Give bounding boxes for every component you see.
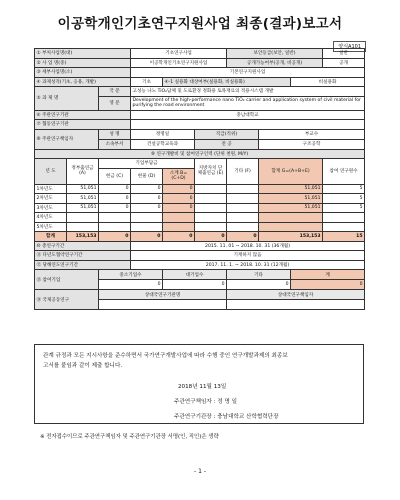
cash-cell xyxy=(99,213,131,223)
practical-value: 비실용화 xyxy=(291,77,365,87)
security-label: 보안등급(보안, 일반) xyxy=(227,49,323,59)
class-row xyxy=(35,77,365,87)
local-cell xyxy=(195,222,227,232)
participants-label: ⑬ 참여기업 xyxy=(35,270,99,290)
etc-head: 기타 xyxy=(227,270,291,280)
etc-cell xyxy=(227,213,259,223)
detail-value: 기본연구지원사업 xyxy=(131,68,365,78)
local-cell xyxy=(195,184,227,194)
budget-row-5 xyxy=(35,222,365,232)
total-col-head: 합계 G=(A+B+E) xyxy=(259,159,323,185)
large-value: 0 xyxy=(163,280,227,290)
inkind-cell: 0 xyxy=(131,184,163,194)
subtotal-cell xyxy=(163,222,195,232)
sum-inkind: 0 xyxy=(131,232,163,242)
task-ko-label: 국 문 xyxy=(99,87,131,97)
ministry-row xyxy=(35,49,365,59)
gov-cell: 51,051 xyxy=(67,184,99,194)
gov-cell xyxy=(67,213,99,223)
sum-etc: 0 xyxy=(227,232,259,242)
total-period-label: ⑩ 총연구기간 xyxy=(35,241,131,251)
task-label: ⑤ 과 제 명 xyxy=(35,87,99,111)
ministry-value: 기초연구사업 xyxy=(131,49,227,59)
org-value: 충남대학교 xyxy=(131,110,365,120)
pi-dept: 건설공학교육과 xyxy=(131,139,195,149)
pi-dept-label: 소속부서 xyxy=(99,139,131,149)
partner-org-head: 상대국연구기관명 xyxy=(99,290,227,300)
pi-label: ⑧ 주관연구책임자 xyxy=(35,129,99,149)
inkind-cell: 0 xyxy=(131,203,163,213)
pi-major-label: 전 공 xyxy=(195,139,259,149)
year-cell: 3차년도 xyxy=(35,203,67,213)
large-head: 대기업수 xyxy=(163,270,227,280)
year-col-head: 년 도 xyxy=(35,159,67,185)
people-cell: 5 xyxy=(323,194,365,204)
sum-total: 153,153 xyxy=(259,232,323,242)
publish-label: 공개가능여부(공개, 비공개) xyxy=(227,58,323,68)
total-cell xyxy=(259,222,323,232)
org-signature-line: 주관연구기관장 : 충남대학교 산학협력단장 xyxy=(174,414,279,420)
pi-row-1 xyxy=(35,129,365,139)
people-cell xyxy=(323,213,365,223)
subtotal-col-head: 소계 B=(C+D) xyxy=(163,168,195,184)
current-period-row xyxy=(35,260,365,270)
form-code: 양식A101 xyxy=(333,41,366,52)
budget-colhead-1 xyxy=(35,159,365,169)
task-ko-value: 고성능 나노 TiO₂담체 및 도로환경 정화용 토목재료의 적용시스템 개발 xyxy=(131,87,365,97)
sum-label: 합계 xyxy=(35,232,67,242)
program-row xyxy=(35,58,365,68)
local-cell xyxy=(195,194,227,204)
budget-header: ⑨ 연구개발비 및 참여연구인력 (단위 천원, M/Y) xyxy=(35,149,365,159)
people-cell: 5 xyxy=(323,203,365,213)
cash-cell: 0 xyxy=(99,203,131,213)
participants-head-row xyxy=(35,270,365,280)
partner-org-value xyxy=(99,300,227,310)
total-period-value: 2015. 11. 01 ~ 2018. 10. 31 (36개월) xyxy=(131,241,365,251)
sum-people: 15 xyxy=(323,232,365,242)
cash-cell xyxy=(99,222,131,232)
practical-label: ④-1 실용화 대상여부(실용화, 비실용화) xyxy=(163,77,291,87)
multi-period-value: 기재하지 않음 xyxy=(131,251,365,261)
report-title: 이공학개인기초연구지원사업 최종(결과)보고서 xyxy=(57,16,343,32)
year-cell: 5차년도 xyxy=(35,222,67,232)
local-cell xyxy=(195,213,227,223)
etc-cell xyxy=(227,222,259,232)
sum-cash: 0 xyxy=(99,232,131,242)
year-cell: 4차년도 xyxy=(35,213,67,223)
budget-row-2 xyxy=(35,194,365,204)
detail-label: ③ 세부사업명(소) xyxy=(35,68,131,78)
year-cell: 1차년도 xyxy=(35,184,67,194)
count-total-head: 계 xyxy=(291,270,365,280)
cash-cell: 0 xyxy=(99,184,131,194)
subtotal-cell: 0 xyxy=(163,184,195,194)
budget-sum-row xyxy=(35,232,365,242)
class-label: ④ 과제성격(기초, 응용, 개발) xyxy=(35,77,131,87)
pi-name-label: 성 명 xyxy=(99,129,131,139)
local-cell xyxy=(195,203,227,213)
org-label: ⑥ 주관연구기관 xyxy=(35,110,131,120)
cash-col-head: 현금 (C) xyxy=(99,168,131,184)
program-value: 이공학개인기초연구지원사업 xyxy=(131,58,227,68)
publish-value: 공개 xyxy=(323,58,365,68)
current-period-value: 2017. 11. 1. ~ 2018. 10. 31 (12개월) xyxy=(131,260,365,270)
total-cell: 51,051 xyxy=(259,194,323,204)
people-col-head: 참여 연구원수 xyxy=(323,159,365,185)
ministry-label: ① 부처사업명(대) xyxy=(35,49,131,59)
coorg-label: ⑦ 협동연구기관 xyxy=(35,120,131,130)
inkind-cell xyxy=(131,222,163,232)
org-row xyxy=(35,110,365,120)
task-en-value: Development of the high-performance nano TiO₂ carrier and application system of civil material for purifying the road environment xyxy=(131,96,365,110)
multi-period-label: ⑪ 다년도협약연구기간 xyxy=(35,251,131,261)
cash-cell: 0 xyxy=(99,194,131,204)
sum-gov: 153,153 xyxy=(67,232,99,242)
subtotal-cell xyxy=(163,213,195,223)
partner-pi-value xyxy=(227,300,365,310)
private-group-head: 기업부담금 xyxy=(99,159,195,169)
etc-col-head: 기타 (F) xyxy=(227,159,259,185)
gov-cell: 51,051 xyxy=(67,203,99,213)
people-cell xyxy=(323,222,365,232)
footnote: ※ 전자접수이므로 주관연구책임자 및 주관연구기관장 서명(인, 직인)은 생략 xyxy=(40,434,219,440)
gov-col-head: 정부출연금 (A) xyxy=(67,159,99,185)
total-cell xyxy=(259,213,323,223)
people-cell: 5 xyxy=(323,184,365,194)
pi-name: 정명일 xyxy=(131,129,195,139)
security-value: 일반 xyxy=(323,49,365,59)
pi-signature-line: 주관연구책임자 : 정 명 일 xyxy=(174,399,238,405)
etc-cell xyxy=(227,203,259,213)
budget-row-3 xyxy=(35,203,365,213)
intl-head-row xyxy=(35,290,365,300)
etc-value: 0 xyxy=(227,280,291,290)
pi-major: 구조공학 xyxy=(259,139,365,149)
report-form-table xyxy=(34,48,365,310)
program-label: ② 사 업 명(중) xyxy=(35,58,131,68)
etc-cell xyxy=(227,194,259,204)
task-en-label: 영 문 xyxy=(99,96,131,110)
budget-row-4 xyxy=(35,213,365,223)
task-ko-row xyxy=(35,87,365,97)
sme-head: 중소기업수 xyxy=(99,270,163,280)
coorg-value xyxy=(131,120,365,130)
statement-line-2: 고서를 붙임과 같이 제출 합니다. xyxy=(43,363,123,369)
year-cell: 2차년도 xyxy=(35,194,67,204)
subtotal-cell: 0 xyxy=(163,194,195,204)
local-col-head: 지방자치 단체출연금 (E) xyxy=(195,159,227,185)
pi-position: 부교수 xyxy=(259,129,365,139)
multi-period-row xyxy=(35,251,365,261)
coorg-row xyxy=(35,120,365,130)
class-value: 기초 xyxy=(131,77,163,87)
pi-position-label: 직급(직위) xyxy=(195,129,259,139)
etc-cell xyxy=(227,184,259,194)
total-period-row xyxy=(35,241,365,251)
sme-value: 0 xyxy=(99,280,163,290)
detail-row xyxy=(35,68,365,78)
inkind-cell: 0 xyxy=(131,194,163,204)
sum-subtotal: 0 xyxy=(163,232,195,242)
submission-date: 2018년 11월 13일 xyxy=(178,384,227,390)
page-number: - 1 - xyxy=(194,468,206,475)
inkind-col-head: 현물 (D) xyxy=(131,168,163,184)
total-cell: 51,051 xyxy=(259,184,323,194)
intl-label: ⑭ 국제공동연구 xyxy=(35,290,99,310)
inkind-cell xyxy=(131,213,163,223)
budget-row-1 xyxy=(35,184,365,194)
current-period-label: ⑫ 당해연도연구기간 xyxy=(35,260,131,270)
gov-cell: 51,051 xyxy=(67,194,99,204)
statement-line-1: 관계 규정과 모든 지시사항을 준수하면서 국가연구개발사업에 따라 수행 중인 연구개발과제의 최종보 xyxy=(43,353,288,359)
gov-cell xyxy=(67,222,99,232)
partner-pi-head: 상대국연구책임자 xyxy=(227,290,365,300)
total-cell: 51,051 xyxy=(259,203,323,213)
subtotal-cell: 0 xyxy=(163,203,195,213)
budget-header-row xyxy=(35,149,365,159)
count-total-value: 0 xyxy=(291,280,365,290)
sum-local: 0 xyxy=(195,232,227,242)
